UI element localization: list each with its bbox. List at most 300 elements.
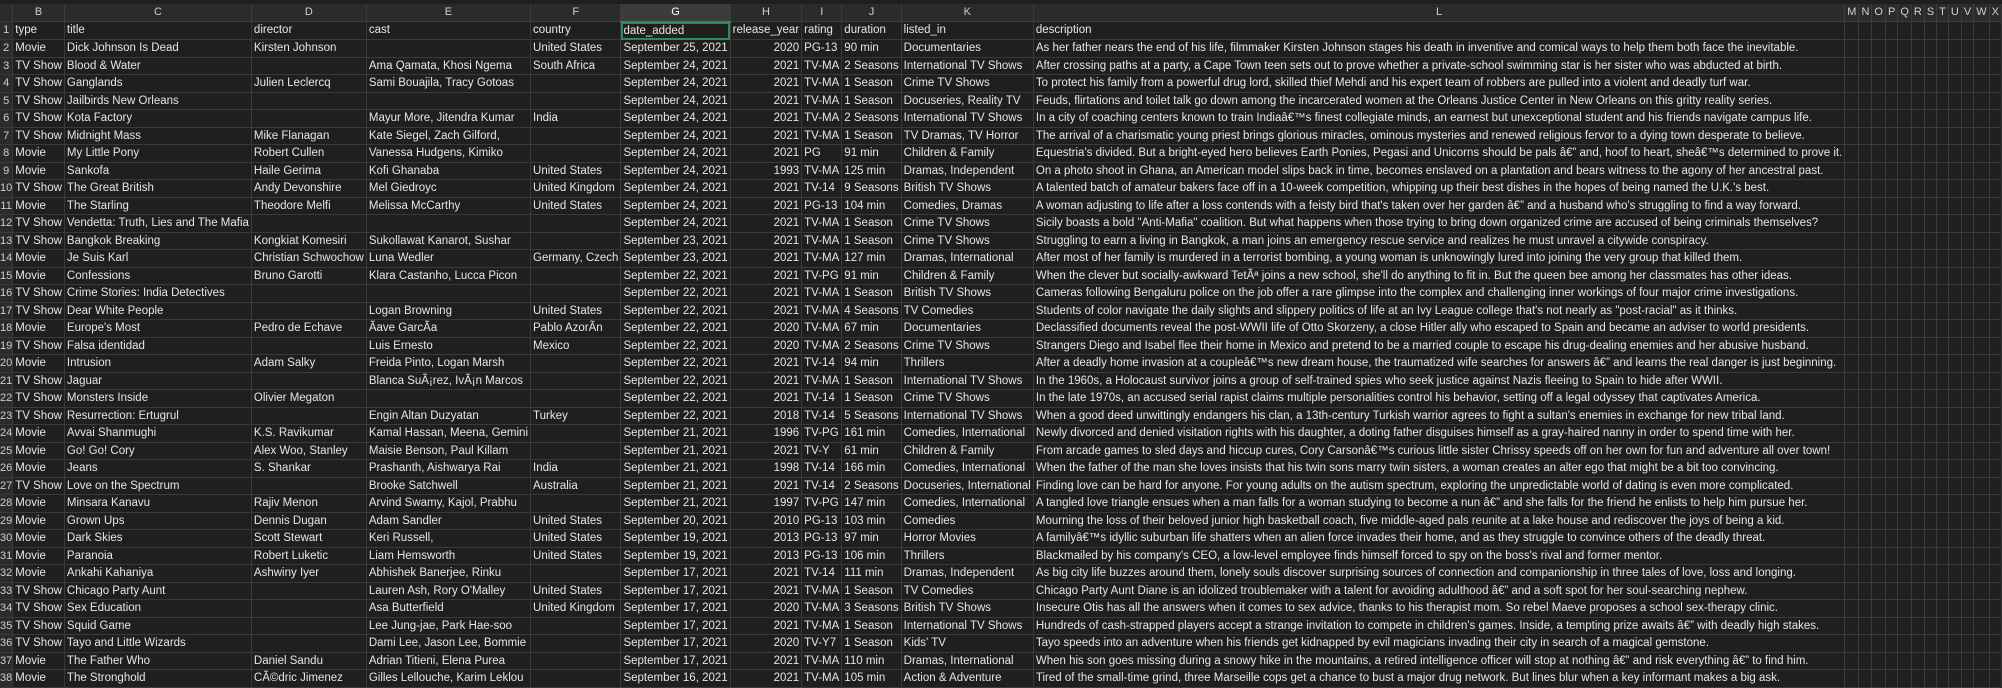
cell[interactable]	[1859, 232, 1872, 250]
cell[interactable]	[1948, 267, 1961, 285]
cell[interactable]	[1898, 127, 1912, 145]
cell[interactable]	[1898, 285, 1912, 303]
cell[interactable]: Thrillers	[901, 547, 1033, 565]
cell[interactable]: September 24, 2021	[621, 92, 730, 110]
cell[interactable]	[1845, 162, 1859, 180]
cell[interactable]: Ankahi Kahaniya	[64, 565, 251, 583]
cell[interactable]: Kate Siegel, Zach Gilford,	[366, 127, 530, 145]
cell[interactable]	[1898, 460, 1912, 478]
cell[interactable]	[1885, 162, 1897, 180]
cell[interactable]: Avvai Shanmughi	[64, 425, 251, 443]
cell[interactable]: Germany, Czech	[531, 250, 621, 268]
cell[interactable]: 2021	[730, 180, 801, 198]
cell[interactable]: Keri Russell,	[366, 530, 530, 548]
cell[interactable]	[251, 477, 366, 495]
row-header[interactable]: 3	[0, 57, 13, 75]
cell[interactable]: 2020	[730, 635, 801, 653]
cell[interactable]	[1872, 565, 1886, 583]
cell[interactable]	[1872, 232, 1886, 250]
cell[interactable]: Ganglands	[64, 75, 251, 93]
cell[interactable]	[251, 215, 366, 233]
cell[interactable]	[1924, 355, 1936, 373]
column-header-s[interactable]: S	[1924, 4, 1936, 22]
cell[interactable]	[1937, 337, 1949, 355]
cell[interactable]	[531, 75, 621, 93]
cell[interactable]: Adam Sandler	[366, 512, 530, 530]
cell[interactable]	[1872, 670, 1886, 688]
cell[interactable]	[1961, 145, 1973, 163]
cell[interactable]	[1859, 127, 1872, 145]
column-header-p[interactable]: P	[1885, 4, 1897, 22]
cell[interactable]	[1974, 372, 1989, 390]
cell[interactable]	[1924, 407, 1936, 425]
cell[interactable]: TV Show	[13, 75, 65, 93]
cell[interactable]: TV-MA	[802, 162, 842, 180]
cell[interactable]: country	[531, 22, 621, 40]
cell[interactable]: TV-MA	[802, 92, 842, 110]
row-header[interactable]: 31	[0, 547, 13, 565]
cell[interactable]: September 24, 2021	[621, 127, 730, 145]
row-header[interactable]: 28	[0, 495, 13, 513]
cell[interactable]	[366, 390, 530, 408]
cell[interactable]: 2021	[730, 197, 801, 215]
cell[interactable]	[1898, 425, 1912, 443]
cell[interactable]: 105 min	[842, 670, 901, 688]
cell[interactable]: 1 Season	[842, 285, 901, 303]
cell[interactable]	[1924, 460, 1936, 478]
cell[interactable]: 1 Season	[842, 372, 901, 390]
cell[interactable]	[1885, 442, 1897, 460]
cell[interactable]: Gilles Lellouche, Karim Leklou	[366, 670, 530, 688]
cell[interactable]: Ashwiny Iyer	[251, 565, 366, 583]
cell[interactable]: cast	[366, 22, 530, 40]
cell[interactable]	[531, 145, 621, 163]
cell[interactable]: Tired of the small-time grind, three Marseille cops get a chance to bust a major drug network. But lines blur when a key informant makes a big ask.	[1033, 670, 1844, 688]
cell[interactable]	[1974, 285, 1989, 303]
cell[interactable]	[1859, 22, 1872, 40]
row-header[interactable]: 23	[0, 407, 13, 425]
cell[interactable]	[1885, 337, 1897, 355]
cell[interactable]	[1989, 337, 2001, 355]
cell[interactable]	[1961, 180, 1973, 198]
cell[interactable]: Comedies, International	[901, 460, 1033, 478]
row-header[interactable]: 33	[0, 582, 13, 600]
cell[interactable]: September 21, 2021	[621, 495, 730, 513]
cell[interactable]: Kofi Ghanaba	[366, 162, 530, 180]
cell[interactable]	[531, 285, 621, 303]
cell[interactable]: TV-Y	[802, 442, 842, 460]
cell[interactable]	[1872, 617, 1886, 635]
column-header-n[interactable]: N	[1859, 4, 1872, 22]
column-header-m[interactable]: M	[1845, 4, 1859, 22]
cell[interactable]	[1989, 302, 2001, 320]
cell[interactable]	[1974, 512, 1989, 530]
cell[interactable]	[1885, 582, 1897, 600]
cell[interactable]: PG-13	[802, 197, 842, 215]
cell[interactable]: TV Dramas, TV Horror	[901, 127, 1033, 145]
cell[interactable]	[1872, 407, 1886, 425]
cell[interactable]	[1898, 92, 1912, 110]
cell[interactable]: September 24, 2021	[621, 110, 730, 128]
cell[interactable]	[1872, 215, 1886, 233]
row-header[interactable]: 22	[0, 390, 13, 408]
cell[interactable]	[1974, 250, 1989, 268]
cell[interactable]	[1937, 22, 1949, 40]
cell[interactable]	[531, 565, 621, 583]
cell[interactable]	[1898, 565, 1912, 583]
cell[interactable]	[1845, 372, 1859, 390]
cell[interactable]: September 21, 2021	[621, 460, 730, 478]
cell[interactable]: Confessions	[64, 267, 251, 285]
cell[interactable]	[1911, 442, 1924, 460]
cell[interactable]: Crime Stories: India Detectives	[64, 285, 251, 303]
cell[interactable]	[1961, 232, 1973, 250]
cell[interactable]: Minsara Kanavu	[64, 495, 251, 513]
cell[interactable]: TV Show	[13, 215, 65, 233]
cell[interactable]	[1872, 512, 1886, 530]
cell[interactable]	[1898, 162, 1912, 180]
cell[interactable]: In a city of coaching centers known to train Indiaâ€™s finest collegiate minds, an earnest but unexceptional student and his friends navigate campus life.	[1033, 110, 1844, 128]
cell[interactable]: 166 min	[842, 460, 901, 478]
cell[interactable]: International TV Shows	[901, 372, 1033, 390]
cell[interactable]	[1924, 302, 1936, 320]
cell[interactable]	[1885, 460, 1897, 478]
cell[interactable]: Movie	[13, 250, 65, 268]
cell[interactable]: September 17, 2021	[621, 635, 730, 653]
cell[interactable]: Movie	[13, 652, 65, 670]
cell[interactable]	[1845, 425, 1859, 443]
cell[interactable]	[1924, 197, 1936, 215]
cell[interactable]	[1885, 302, 1897, 320]
cell[interactable]	[1937, 582, 1949, 600]
cell[interactable]	[1911, 547, 1924, 565]
cell[interactable]	[1898, 582, 1912, 600]
cell[interactable]	[1948, 215, 1961, 233]
cell[interactable]: September 22, 2021	[621, 390, 730, 408]
cell[interactable]: 94 min	[842, 355, 901, 373]
cell[interactable]	[1961, 57, 1973, 75]
cell[interactable]: Declassified documents reveal the post-WWII life of Otto Skorzeny, a close Hitler ally who escaped to Spain and became an adviser to world presidents.	[1033, 320, 1844, 338]
cell[interactable]	[1911, 215, 1924, 233]
cell[interactable]	[1974, 110, 1989, 128]
cell[interactable]: Paranoia	[64, 547, 251, 565]
cell[interactable]	[1948, 512, 1961, 530]
cell[interactable]	[1859, 512, 1872, 530]
cell[interactable]	[1989, 565, 2001, 583]
cell[interactable]	[1911, 22, 1924, 40]
cell[interactable]: 91 min	[842, 145, 901, 163]
cell[interactable]: Crime TV Shows	[901, 337, 1033, 355]
cell[interactable]	[1974, 232, 1989, 250]
cell[interactable]	[1845, 40, 1859, 58]
cell[interactable]	[1961, 670, 1973, 688]
cell[interactable]	[251, 600, 366, 618]
cell[interactable]: 2021	[730, 57, 801, 75]
cell[interactable]: PG	[802, 145, 842, 163]
cell[interactable]	[1989, 127, 2001, 145]
cell[interactable]	[1885, 547, 1897, 565]
cell[interactable]: Turkey	[531, 407, 621, 425]
cell[interactable]	[1845, 390, 1859, 408]
cell[interactable]	[1989, 425, 2001, 443]
cell[interactable]: 2020	[730, 600, 801, 618]
cell[interactable]: Chicago Party Aunt	[64, 582, 251, 600]
cell[interactable]	[1924, 582, 1936, 600]
cell[interactable]	[1974, 600, 1989, 618]
cell[interactable]	[1911, 285, 1924, 303]
cell[interactable]: TV-14	[802, 407, 842, 425]
cell[interactable]: September 24, 2021	[621, 75, 730, 93]
cell[interactable]: Movie	[13, 565, 65, 583]
cell[interactable]	[1924, 22, 1936, 40]
column-header-r[interactable]: R	[1911, 4, 1924, 22]
cell[interactable]	[1911, 162, 1924, 180]
cell[interactable]	[1937, 530, 1949, 548]
cell[interactable]: TV Show	[13, 635, 65, 653]
cell[interactable]: 2021	[730, 390, 801, 408]
cell[interactable]	[1924, 670, 1936, 688]
cell[interactable]: Crime TV Shows	[901, 215, 1033, 233]
cell[interactable]	[1989, 547, 2001, 565]
cell[interactable]: South Africa	[531, 57, 621, 75]
cell[interactable]	[1948, 232, 1961, 250]
cell[interactable]	[1898, 372, 1912, 390]
cell[interactable]	[1961, 652, 1973, 670]
cell[interactable]	[1989, 267, 2001, 285]
cell[interactable]	[1974, 477, 1989, 495]
cell[interactable]: 4 Seasons	[842, 302, 901, 320]
cell[interactable]	[1911, 197, 1924, 215]
cell[interactable]: India	[531, 460, 621, 478]
cell[interactable]: Ãave GarcÃa	[366, 320, 530, 338]
cell[interactable]: Mel Giedroyc	[366, 180, 530, 198]
cell[interactable]: Children & Family	[901, 267, 1033, 285]
cell[interactable]: September 25, 2021	[621, 40, 730, 58]
cell[interactable]	[1974, 670, 1989, 688]
cell[interactable]: The Great British	[64, 180, 251, 198]
cell[interactable]: When the father of the man she loves insists that his twin sons marry twin sisters, a woman creates an alter ego that might be a bit too convincing.	[1033, 460, 1844, 478]
cell[interactable]	[531, 442, 621, 460]
cell[interactable]	[1974, 92, 1989, 110]
cell[interactable]	[1989, 320, 2001, 338]
cell[interactable]	[1885, 617, 1897, 635]
cell[interactable]: 2021	[730, 372, 801, 390]
column-header-g[interactable]: G	[621, 4, 730, 22]
cell[interactable]: TV-14	[802, 390, 842, 408]
cell[interactable]: Action & Adventure	[901, 670, 1033, 688]
cell[interactable]: release_year	[730, 22, 801, 40]
cell[interactable]: Klara Castanho, Lucca Picon	[366, 267, 530, 285]
cell[interactable]	[1872, 582, 1886, 600]
cell[interactable]: TV-MA	[802, 600, 842, 618]
cell[interactable]	[1989, 442, 2001, 460]
cell[interactable]	[1924, 127, 1936, 145]
cell[interactable]	[1961, 582, 1973, 600]
cell[interactable]	[1845, 355, 1859, 373]
cell[interactable]: 125 min	[842, 162, 901, 180]
column-header-v[interactable]: V	[1961, 4, 1973, 22]
cell[interactable]: Blackmailed by his company's CEO, a low-level employee finds himself forced to spy on the boss's rival and former mentor.	[1033, 547, 1844, 565]
cell[interactable]	[1898, 40, 1912, 58]
cell[interactable]: Pedro de Echave	[251, 320, 366, 338]
cell[interactable]	[1885, 477, 1897, 495]
cell[interactable]: Dark Skies	[64, 530, 251, 548]
cell[interactable]	[1845, 600, 1859, 618]
cell[interactable]: TV-MA	[802, 57, 842, 75]
cell[interactable]: A talented batch of amateur bakers face off in a 10-week competition, whipping up their best dishes in the hopes of being named the U.K.'s best.	[1033, 180, 1844, 198]
cell[interactable]	[1937, 92, 1949, 110]
cell[interactable]	[1924, 495, 1936, 513]
cell[interactable]: 2 Seasons	[842, 337, 901, 355]
cell[interactable]: PG-13	[802, 530, 842, 548]
cell[interactable]	[1989, 92, 2001, 110]
cell[interactable]	[1859, 285, 1872, 303]
cell[interactable]	[1859, 617, 1872, 635]
row-header[interactable]: 25	[0, 442, 13, 460]
cell[interactable]	[1859, 425, 1872, 443]
cell[interactable]: TV Comedies	[901, 302, 1033, 320]
cell[interactable]	[1872, 162, 1886, 180]
cell[interactable]: September 19, 2021	[621, 530, 730, 548]
cell[interactable]	[1924, 110, 1936, 128]
cell[interactable]	[1974, 197, 1989, 215]
cell[interactable]	[1898, 57, 1912, 75]
cell[interactable]: Sankofa	[64, 162, 251, 180]
cell[interactable]: September 22, 2021	[621, 407, 730, 425]
cell[interactable]: September 24, 2021	[621, 197, 730, 215]
cell[interactable]	[1885, 425, 1897, 443]
cell[interactable]	[1898, 320, 1912, 338]
cell[interactable]	[1898, 477, 1912, 495]
cell[interactable]	[1845, 92, 1859, 110]
cell[interactable]	[1974, 617, 1989, 635]
cell[interactable]: TV Show	[13, 110, 65, 128]
cell[interactable]: TV-MA	[802, 232, 842, 250]
cell[interactable]: Thrillers	[901, 355, 1033, 373]
cell[interactable]	[1885, 652, 1897, 670]
cell[interactable]	[1989, 355, 2001, 373]
cell[interactable]	[1859, 110, 1872, 128]
cell[interactable]: TV-MA	[802, 215, 842, 233]
cell[interactable]	[1911, 652, 1924, 670]
row-header[interactable]: 7	[0, 127, 13, 145]
cell[interactable]: September 22, 2021	[621, 285, 730, 303]
cell[interactable]	[1937, 670, 1949, 688]
cell[interactable]: Movie	[13, 197, 65, 215]
column-header-l[interactable]: L	[1033, 4, 1844, 22]
cell[interactable]	[1872, 40, 1886, 58]
cell[interactable]	[366, 40, 530, 58]
cell[interactable]: 1 Season	[842, 232, 901, 250]
cell[interactable]	[1845, 337, 1859, 355]
cell[interactable]	[1961, 635, 1973, 653]
cell[interactable]	[1974, 652, 1989, 670]
cell[interactable]	[1961, 495, 1973, 513]
cell[interactable]	[1872, 337, 1886, 355]
cell[interactable]	[531, 495, 621, 513]
cell[interactable]: Dick Johnson Is Dead	[64, 40, 251, 58]
cell[interactable]: September 22, 2021	[621, 267, 730, 285]
cell[interactable]: TV Comedies	[901, 582, 1033, 600]
cell[interactable]	[1872, 355, 1886, 373]
cell[interactable]: September 19, 2021	[621, 547, 730, 565]
cell[interactable]: Jailbirds New Orleans	[64, 92, 251, 110]
cell[interactable]: September 24, 2021	[621, 162, 730, 180]
cell[interactable]	[1948, 407, 1961, 425]
cell[interactable]: Movie	[13, 145, 65, 163]
cell[interactable]	[1885, 127, 1897, 145]
cell[interactable]: Blanca SuÃ¡rez, IvÃ¡n Marcos	[366, 372, 530, 390]
cell[interactable]	[1989, 180, 2001, 198]
cell[interactable]: September 17, 2021	[621, 617, 730, 635]
cell[interactable]: Sicily boasts a bold "Anti-Mafia" coalition. But what happens when those trying to bring down organized crime are accused of being criminals themselves?	[1033, 215, 1844, 233]
cell[interactable]: Movie	[13, 442, 65, 460]
cell[interactable]	[251, 57, 366, 75]
cell[interactable]	[1937, 407, 1949, 425]
cell[interactable]	[1961, 425, 1973, 443]
cell[interactable]: 1997	[730, 495, 801, 513]
cell[interactable]	[1974, 215, 1989, 233]
cell[interactable]: Scott Stewart	[251, 530, 366, 548]
cell[interactable]	[1961, 337, 1973, 355]
cell[interactable]	[1974, 407, 1989, 425]
cell[interactable]	[1948, 477, 1961, 495]
cell[interactable]	[531, 215, 621, 233]
column-header-t[interactable]: T	[1937, 4, 1949, 22]
cell[interactable]	[1911, 617, 1924, 635]
cell[interactable]	[1859, 670, 1872, 688]
cell[interactable]: 3 Seasons	[842, 600, 901, 618]
cell[interactable]: United States	[531, 582, 621, 600]
cell[interactable]: Grown Ups	[64, 512, 251, 530]
cell[interactable]: September 17, 2021	[621, 582, 730, 600]
row-header[interactable]: 17	[0, 302, 13, 320]
cell[interactable]: Christian Schwochow	[251, 250, 366, 268]
cell[interactable]	[1845, 232, 1859, 250]
cell[interactable]	[1845, 22, 1859, 40]
cell[interactable]	[1872, 75, 1886, 93]
cell[interactable]: TV-PG	[802, 495, 842, 513]
cell[interactable]: United States	[531, 302, 621, 320]
cell[interactable]	[1911, 530, 1924, 548]
cell[interactable]	[1859, 180, 1872, 198]
cell[interactable]	[1911, 302, 1924, 320]
cell[interactable]	[1974, 530, 1989, 548]
cell[interactable]: 2020	[730, 320, 801, 338]
row-header[interactable]: 14	[0, 250, 13, 268]
cell[interactable]: International TV Shows	[901, 57, 1033, 75]
cell[interactable]: Crime TV Shows	[901, 75, 1033, 93]
cell[interactable]: September 22, 2021	[621, 372, 730, 390]
cell[interactable]: Chicago Party Aunt Diane is an idolized troublemaker with a talent for avoiding adulthood â€” and a soft spot for her soul-searching nephew.	[1033, 582, 1844, 600]
cell[interactable]: September 22, 2021	[621, 320, 730, 338]
cell[interactable]	[1872, 652, 1886, 670]
cell[interactable]	[1974, 442, 1989, 460]
column-header-b[interactable]: B	[13, 4, 65, 22]
cell[interactable]	[1948, 425, 1961, 443]
cell[interactable]: 2013	[730, 530, 801, 548]
cell[interactable]: 2021	[730, 582, 801, 600]
cell[interactable]	[1872, 197, 1886, 215]
cell[interactable]: 2021	[730, 355, 801, 373]
cell[interactable]: Mourning the loss of their beloved junior high basketball coach, five middle-aged pals reunite at a lake house and rediscover the joys of being a kid.	[1033, 512, 1844, 530]
cell[interactable]	[1859, 477, 1872, 495]
cell[interactable]	[1845, 652, 1859, 670]
cell[interactable]	[1898, 267, 1912, 285]
cell[interactable]	[1872, 127, 1886, 145]
cell[interactable]: September 17, 2021	[621, 565, 730, 583]
cell[interactable]	[1924, 40, 1936, 58]
